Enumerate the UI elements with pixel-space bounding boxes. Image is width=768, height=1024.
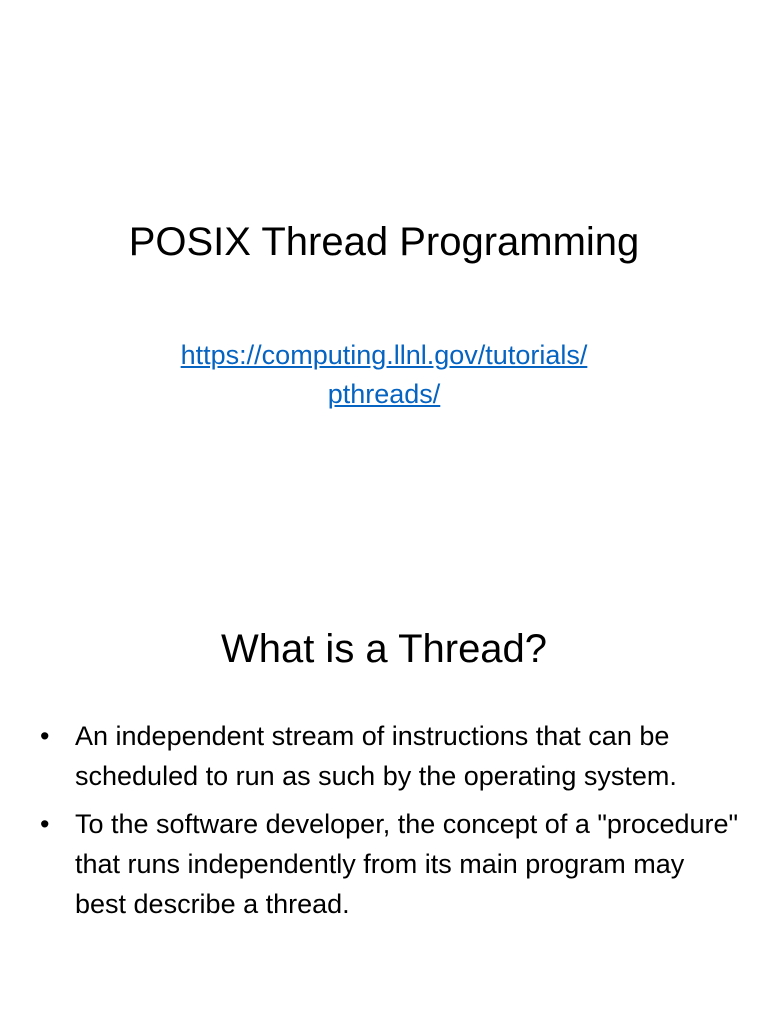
bullet-item xyxy=(40,716,740,796)
bullet-list xyxy=(40,716,740,932)
bullet-text: An independent stream of instructions that can be scheduled to run as such by the operating system. xyxy=(75,721,677,791)
tutorial-link-line-2: pthreads/ xyxy=(327,379,441,409)
slide-title: What is a Thread? xyxy=(220,627,548,671)
bullet-icon: • xyxy=(40,809,50,839)
tutorial-link[interactable] xyxy=(181,340,588,409)
tutorial-link-block xyxy=(0,336,768,414)
bullet-icon: • xyxy=(40,721,50,751)
slide-title: POSIX Thread Programming xyxy=(128,220,640,264)
tutorial-link-line-1: https://computing.llnl.gov/tutorials/ xyxy=(180,340,588,370)
bullet-text: To the software developer, the concept of a "procedure" that runs independently from its main program may best describe a thread. xyxy=(75,809,739,919)
slide-what-is-a-thread xyxy=(0,512,768,1024)
bullet-item xyxy=(40,804,740,924)
